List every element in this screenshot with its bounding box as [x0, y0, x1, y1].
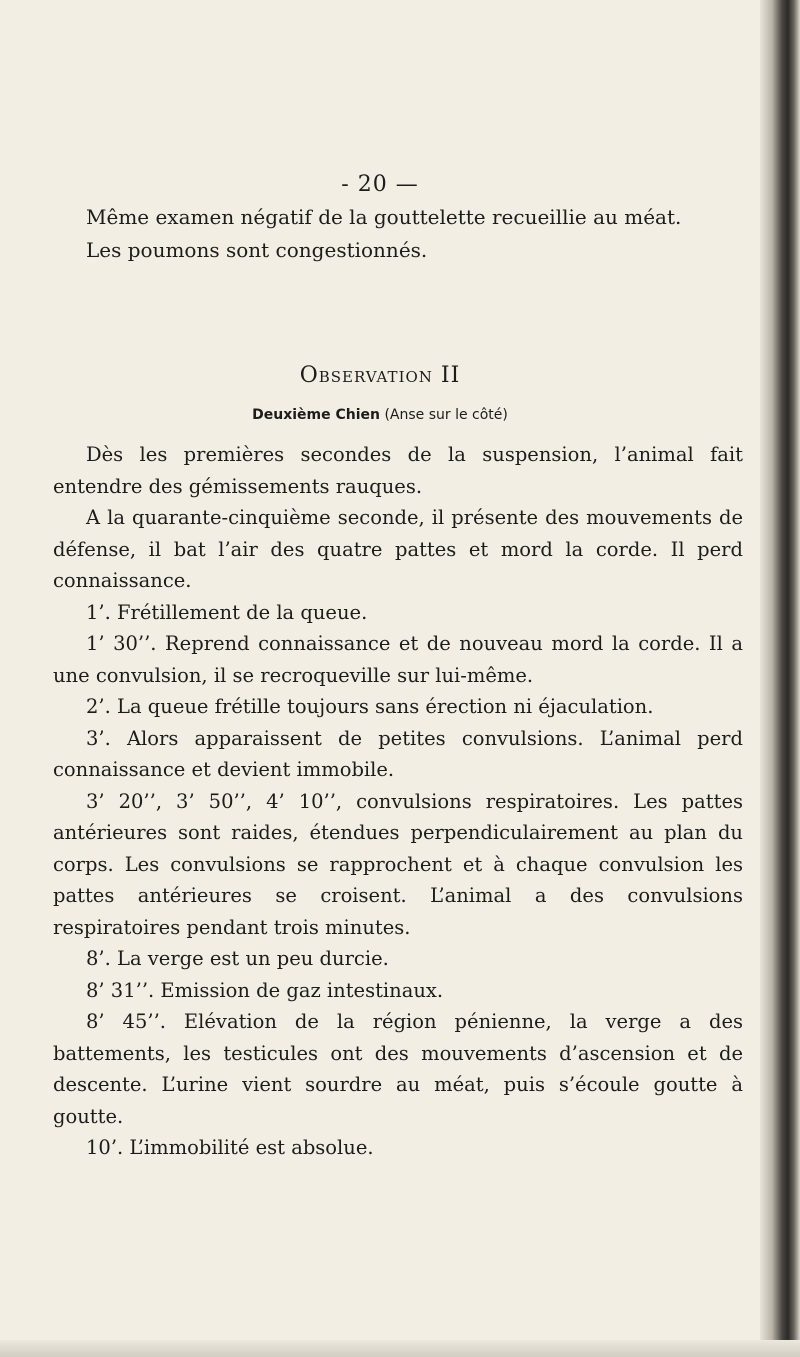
book-binding-edge: [760, 0, 800, 1357]
observation-subject: Deuxième Chien: [252, 407, 380, 423]
paragraph: 1’. Frétillement de la queue.: [86, 600, 368, 624]
paragraph: 3’ 20’’, 3’ 50’’, 4’ 10’’, convulsions respiratoires. Les pattes antérieures sont raides, étendues perpendiculairement au plan du corps. Les convulsions se rapprochent et à chaque convulsion les pattes antérieures se croisent. L’animal a des convulsions respiratoires pendant trois minutes.: [53, 789, 743, 939]
paragraph: 1’ 30’’. Reprend connaissance et de nouveau mord la corde. Il a une convulsion, il se recroqueville sur lui-même.: [53, 632, 743, 687]
observation-detail: (Anse sur le côté): [384, 407, 508, 423]
observation-subtitle: [0, 407, 760, 423]
intro-text: [53, 201, 743, 267]
paragraph: 8’ 31’’. Emission de gaz intestinaux.: [86, 978, 444, 1002]
paragraph: 2’. La queue frétille toujours sans érection ni éjaculation.: [86, 695, 654, 718]
paragraph: Dès les premières secondes de la suspension, l’animal fait entendre des gémissements rauques.: [53, 443, 743, 498]
paragraph: 8’ 45’’. Elévation de la région pénienne, la verge a des battements, les testicules ont des mouvements d’ascension et de descente. L’urine vient sourdre au méat, puis s’écoule goutte à goutte.: [53, 1010, 743, 1128]
intro-paragraph-2: Les poumons sont congestionnés.: [86, 238, 428, 262]
paragraph: 10’. L’immobilité est absolue.: [86, 1136, 374, 1159]
intro-paragraph-1: Même examen négatif de la gouttelette recueillie au méat.: [86, 205, 682, 229]
paragraph: 3’. Alors apparaissent de petites convulsions. L’animal perd connaissance et devient immobile.: [53, 726, 743, 781]
page-number: - 20 —: [341, 172, 419, 197]
page-bottom-edge: [0, 1340, 800, 1357]
observation-title: Observation II: [299, 363, 461, 388]
paragraph: A la quarante-cinquième seconde, il présente des mouvements de défense, il bat l’air des quatre pattes et mord la corde. Il perd connaissance.: [53, 506, 743, 592]
paragraph: 8’. La verge est un peu durcie.: [86, 947, 389, 970]
observation-body: [53, 439, 743, 1164]
